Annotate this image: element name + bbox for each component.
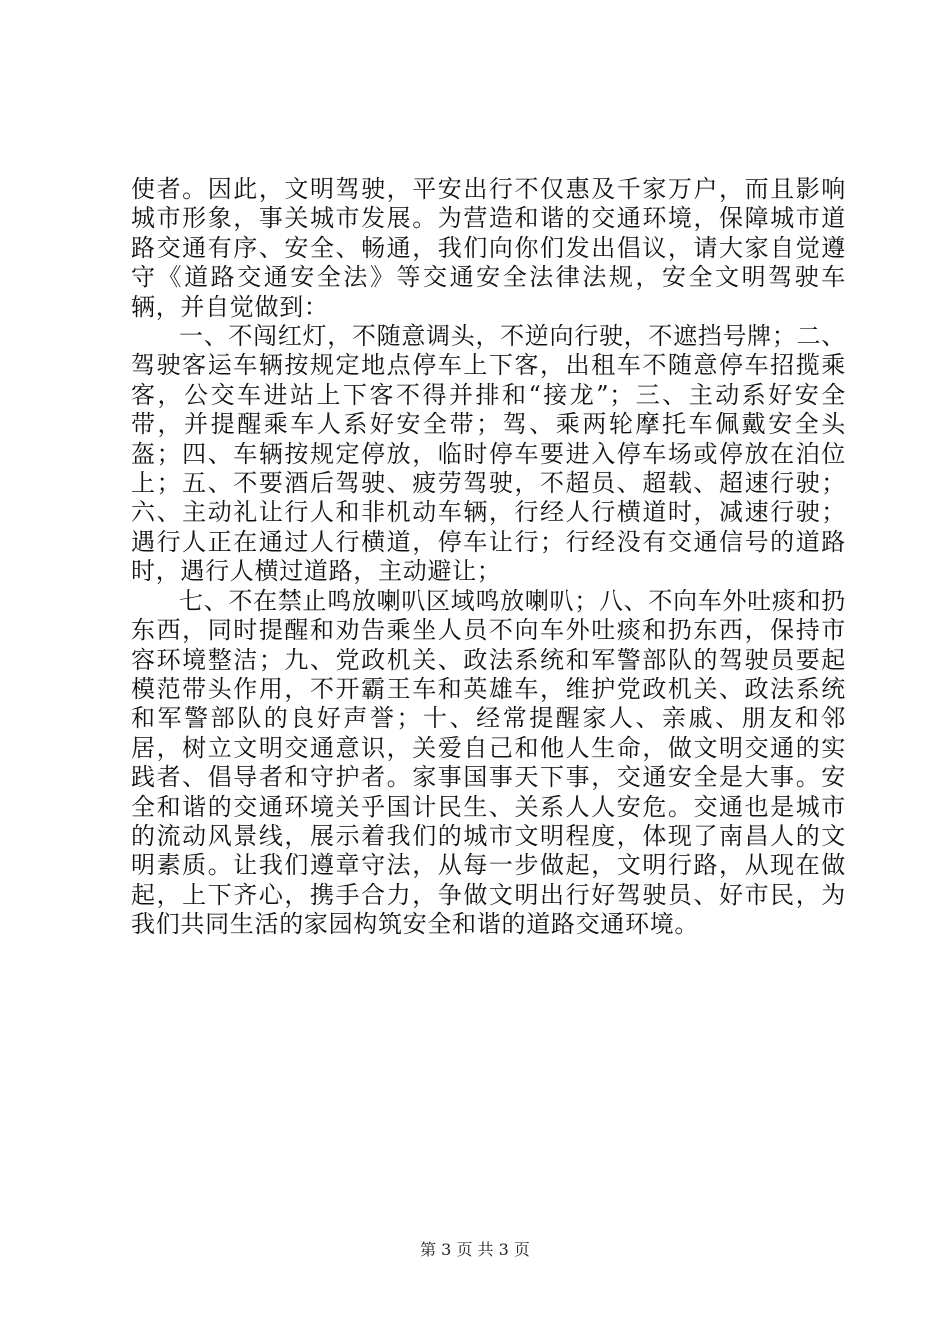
paragraph-items-seven-to-ten: 七、不在禁止鸣放喇叭区域鸣放喇叭；八、不向车外吐痰和扔东西，同时提醒和劝告乘坐人员不向车外吐痰和扔东西，保持市容环境整洁；九、党政机关、政法系统和军警部队的驾驶员要起模范带头作用，不开霸王车和英雄车，维护党政机关、政法系统和军警部队的良好声誉；十、经常提醒家人、亲戚、朋友和邻居，树立文明交通意识，关爱自己和他人生命，做文明交通的实践者、倡导者和守护者。家事国事天下事，交通安全是大事。安全和谐的交通环境关乎国计民生、关系人人安危。交通也是城市的流动风景线，展示着我们的城市文明程度，体现了南昌人的文明素质。让我们遵章守法，从每一步做起，文明行路，从现在做起，上下齐心，携手合力，争做文明出行好驾驶员、好市民，为我们共同生活的家园构筑安全和谐的道路交通环境。 bbox=[131, 586, 846, 939]
page-footer: 第 3 页 共 3 页 bbox=[420, 1240, 530, 1259]
paragraph-intro: 使者。因此，文明驾驶，平安出行不仅惠及千家万户，而且影响城市形象，事关城市发展。为营造和谐的交通环境，保障城市道路交通有序、安全、畅通，我们向你们发出倡议，请大家自觉遵守《道路交通安全法》等交通安全法律法规，安全文明驾驶车辆，并自觉做到： bbox=[131, 175, 846, 321]
document-body bbox=[131, 175, 846, 940]
paragraph-items-one-to-six: 一、不闯红灯，不随意调头，不逆向行驶，不遮挡号牌；二、驾驶客运车辆按规定地点停车上下客，出租车不随意停车招揽乘客，公交车进站上下客不得并排和“接龙”；三、主动系好安全带，并提醒乘车人系好安全带；驾、乘两轮摩托车佩戴安全头盔；四、车辆按规定停放，临时停车要进入停车场或停放在泊位上；五、不要酒后驾驶、疲劳驾驶，不超员、超载、超速行驶；六、主动礼让行人和非机动车辆，行经人行横道时，减速行驶；遇行人正在通过人行横道，停车让行；行经没有交通信号的道路时，遇行人横过道路，主动避让； bbox=[131, 322, 846, 586]
